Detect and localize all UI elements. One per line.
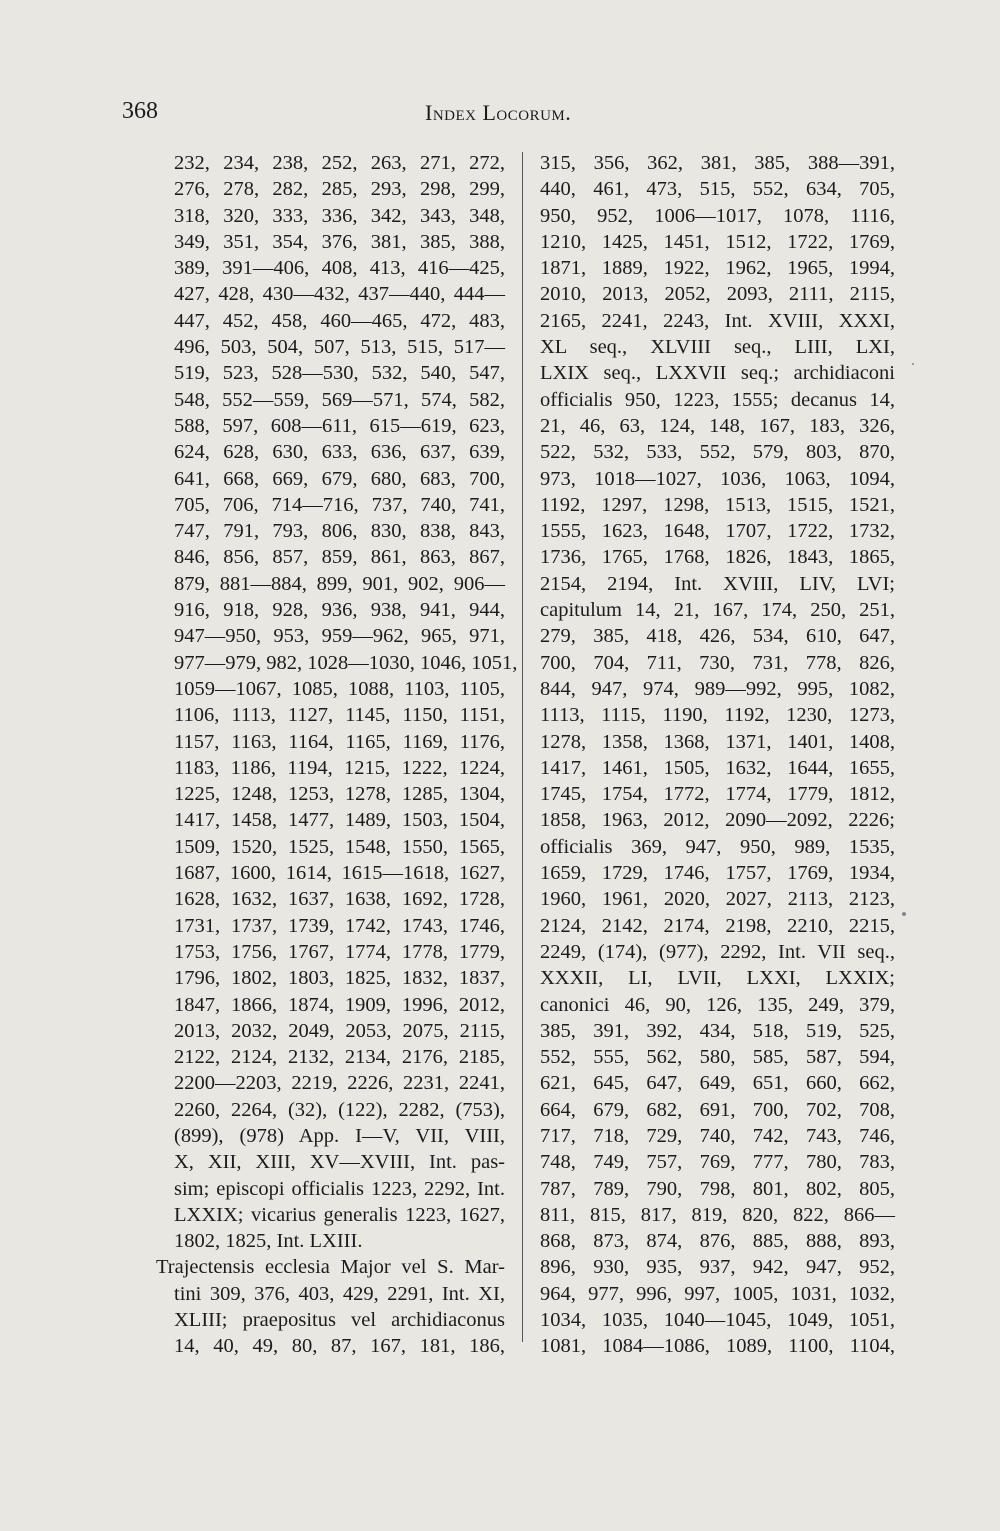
index-line: XXXII, LI, LVII, LXXI, LXXIX; — [540, 967, 895, 990]
left-column — [156, 150, 518, 1360]
index-line: 641, 668, 669, 679, 680, 683, 700, — [174, 467, 505, 490]
index-line: 232, 234, 238, 252, 263, 271, 272, — [174, 152, 505, 174]
index-line: 1745, 1754, 1772, 1774, 1779, 1812, — [540, 783, 895, 806]
index-line: 1417, 1461, 1505, 1632, 1644, 1655, — [540, 756, 895, 779]
index-line: 811, 815, 817, 819, 820, 822, 866— — [540, 1203, 895, 1226]
index-line: (899), (978) App. I—V, VII, VIII, — [174, 1124, 505, 1147]
right-column — [540, 150, 895, 1360]
index-line: 621, 645, 647, 649, 651, 660, 662, — [540, 1072, 895, 1095]
index-line: 522, 532, 533, 552, 579, 803, 870, — [540, 441, 895, 464]
index-line: 1731, 1737, 1739, 1742, 1743, 1746, — [174, 914, 505, 937]
index-line: 1034, 1035, 1040—1045, 1049, 1051, — [540, 1309, 895, 1332]
index-line: 2249, (174), (977), 2292, Int. VII seq., — [540, 940, 895, 963]
index-line: XLIII; praepositus vel archidiaconus — [174, 1309, 505, 1332]
index-line: 896, 930, 935, 937, 942, 947, 952, — [540, 1256, 895, 1279]
page-number: 368 — [122, 98, 158, 124]
index-line: 447, 452, 458, 460—465, 472, 483, — [174, 309, 505, 332]
index-line: 427, 428, 430—432, 437—440, 444— — [174, 283, 505, 306]
index-line: 2124, 2142, 2174, 2198, 2210, 2215, — [540, 914, 895, 937]
index-line: 440, 461, 473, 515, 552, 634, 705, — [540, 178, 895, 201]
running-title: Index Locorum. — [425, 100, 572, 125]
index-line: 1628, 1632, 1637, 1638, 1692, 1728, — [174, 888, 505, 911]
index-line: Trajectensis ecclesia Major vel S. Mar- — [156, 1256, 505, 1279]
index-line: 846, 856, 857, 859, 861, 863, 867, — [174, 546, 505, 569]
index-line: 2154, 2194, Int. XVIII, LIV, LVI; — [540, 572, 895, 595]
index-line: 318, 320, 333, 336, 342, 343, 348, — [174, 204, 505, 227]
index-line: 1802, 1825, Int. LXIII. — [174, 1230, 363, 1253]
index-line: 2165, 2241, 2243, Int. XVIII, XXXI, — [540, 309, 895, 332]
index-line: 1796, 1802, 1803, 1825, 1832, 1837, — [174, 967, 505, 990]
index-line: 315, 356, 362, 381, 385, 388—391, — [540, 152, 895, 174]
index-line: 747, 791, 793, 806, 830, 838, 843, — [174, 520, 505, 543]
index-line: 1278, 1358, 1368, 1371, 1401, 1408, — [540, 730, 895, 753]
index-line: capitulum 14, 21, 167, 174, 250, 251, — [540, 599, 895, 622]
index-line: 2122, 2124, 2132, 2134, 2176, 2185, — [174, 1046, 505, 1069]
index-line: 1509, 1520, 1525, 1548, 1550, 1565, — [174, 835, 505, 858]
index-line: 1659, 1729, 1746, 1757, 1769, 1934, — [540, 862, 895, 885]
index-line: 787, 789, 790, 798, 801, 802, 805, — [540, 1177, 895, 1200]
index-line: 2200—2203, 2219, 2226, 2231, 2241, — [174, 1072, 505, 1095]
paper-speck — [902, 912, 906, 916]
index-line: 276, 278, 282, 285, 293, 298, 299, — [174, 178, 505, 201]
index-line: LXXIX; vicarius generalis 1223, 1627, — [174, 1203, 505, 1226]
index-line: 1081, 1084—1086, 1089, 1100, 1104, — [540, 1335, 895, 1358]
column-divider — [522, 152, 523, 1342]
index-line: 548, 552—559, 569—571, 574, 582, — [174, 388, 505, 411]
index-line: 700, 704, 711, 730, 731, 778, 826, — [540, 651, 895, 674]
index-line: 1871, 1889, 1922, 1962, 1965, 1994, — [540, 257, 895, 280]
index-line: 964, 977, 996, 997, 1005, 1031, 1032, — [540, 1282, 895, 1305]
index-line: sim; episcopi officialis 1223, 2292, Int. — [174, 1177, 505, 1200]
index-line: 1687, 1600, 1614, 1615—1618, 1627, — [174, 862, 505, 885]
index-line: canonici 46, 90, 126, 135, 249, 379, — [540, 993, 895, 1016]
index-line: 2260, 2264, (32), (122), 2282, (753), — [174, 1098, 505, 1121]
index-line: 947—950, 953, 959—962, 965, 971, — [174, 625, 505, 648]
index-line: 1847, 1866, 1874, 1909, 1996, 2012, — [174, 993, 505, 1016]
index-line: tini 309, 376, 403, 429, 2291, Int. XI, — [174, 1282, 505, 1305]
index-line: 1858, 1963, 2012, 2090—2092, 2226; — [540, 809, 895, 832]
index-line: 389, 391—406, 408, 413, 416—425, — [174, 257, 505, 280]
index-line: 977—979, 982, 1028—1030, 1046, 1051, — [174, 651, 518, 674]
index-line: 879, 881—884, 899, 901, 902, 906— — [174, 572, 505, 595]
index-line: 1225, 1248, 1253, 1278, 1285, 1304, — [174, 783, 505, 806]
index-line: 868, 873, 874, 876, 885, 888, 893, — [540, 1230, 895, 1253]
index-line: officialis 950, 1223, 1555; decanus 14, — [540, 388, 895, 411]
index-line: 519, 523, 528—530, 532, 540, 547, — [174, 362, 505, 385]
index-line: 916, 918, 928, 936, 938, 941, 944, — [174, 599, 505, 622]
index-line: 717, 718, 729, 740, 742, 743, 746, — [540, 1124, 895, 1147]
index-line: 950, 952, 1006—1017, 1078, 1116, — [540, 204, 895, 227]
index-line: 1183, 1186, 1194, 1215, 1222, 1224, — [174, 756, 505, 779]
index-line: 1210, 1425, 1451, 1512, 1722, 1769, — [540, 230, 895, 253]
index-line: 664, 679, 682, 691, 700, 702, 708, — [540, 1098, 895, 1121]
index-line: 2010, 2013, 2052, 2093, 2111, 2115, — [540, 283, 895, 306]
index-line: 279, 385, 418, 426, 534, 610, 647, — [540, 625, 895, 648]
index-line: 1059—1067, 1085, 1088, 1103, 1105, — [174, 677, 505, 700]
index-line: 2013, 2032, 2049, 2053, 2075, 2115, — [174, 1019, 505, 1042]
index-line: 21, 46, 63, 124, 148, 167, 183, 326, — [540, 414, 895, 437]
index-line: 385, 391, 392, 434, 518, 519, 525, — [540, 1019, 895, 1042]
index-line: 1960, 1961, 2020, 2027, 2113, 2123, — [540, 888, 895, 911]
index-line: 1106, 1113, 1127, 1145, 1150, 1151, — [174, 704, 505, 727]
index-line: 1555, 1623, 1648, 1707, 1722, 1732, — [540, 520, 895, 543]
index-line: 1157, 1163, 1164, 1165, 1169, 1176, — [174, 730, 505, 753]
index-line: 496, 503, 504, 507, 513, 515, 517— — [174, 336, 505, 359]
index-line: 349, 351, 354, 376, 381, 385, 388, — [174, 230, 505, 253]
index-line: 1736, 1765, 1768, 1826, 1843, 1865, — [540, 546, 895, 569]
index-line: 588, 597, 608—611, 615—619, 623, — [174, 414, 505, 437]
index-line: X, XII, XIII, XV—XVIII, Int. pas- — [174, 1151, 505, 1174]
index-line: 973, 1018—1027, 1036, 1063, 1094, — [540, 467, 895, 490]
index-line: 1753, 1756, 1767, 1774, 1778, 1779, — [174, 940, 505, 963]
index-line: 844, 947, 974, 989—992, 995, 1082, — [540, 677, 895, 700]
index-line: 624, 628, 630, 633, 636, 637, 639, — [174, 441, 505, 464]
paper-speck — [912, 363, 914, 365]
index-line: LXIX seq., LXXVII seq.; archidiaconi — [540, 362, 895, 385]
index-line: XL seq., XLVIII seq., LIII, LXI, — [540, 336, 895, 359]
index-line: 1417, 1458, 1477, 1489, 1503, 1504, — [174, 809, 505, 832]
index-line: 1192, 1297, 1298, 1513, 1515, 1521, — [540, 493, 895, 516]
index-line: 552, 555, 562, 580, 585, 587, 594, — [540, 1046, 895, 1069]
index-line: officialis 369, 947, 950, 989, 1535, — [540, 835, 895, 858]
index-line: 1113, 1115, 1190, 1192, 1230, 1273, — [540, 704, 895, 727]
index-line: 14, 40, 49, 80, 87, 167, 181, 186, — [174, 1335, 505, 1358]
index-line: 705, 706, 714—716, 737, 740, 741, — [174, 493, 505, 516]
index-line: 748, 749, 757, 769, 777, 780, 783, — [540, 1151, 895, 1174]
